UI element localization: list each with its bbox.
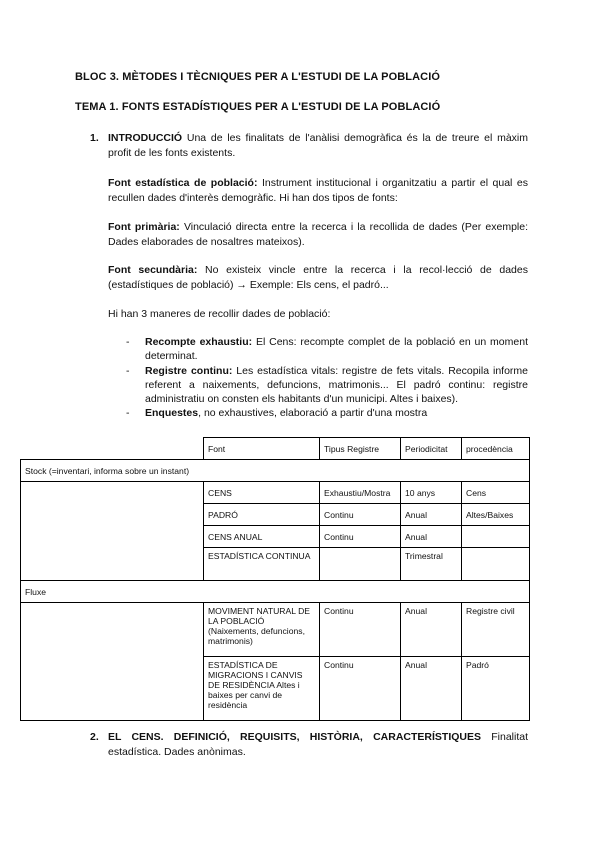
bullet-dash: -: [126, 364, 130, 377]
table-row: [21, 603, 530, 657]
table-cell-tipus: Continu: [320, 504, 401, 526]
bullet-term: Registre continu:: [145, 364, 233, 377]
table-cell-font: CENS ANUAL: [204, 526, 320, 548]
section-2-heading: EL CENS. DEFINICIÓ, REQUISITS, HISTÒRIA, CARACTERÍSTIQUES: [108, 731, 481, 743]
bullet-term: Enquestes: [145, 407, 199, 420]
table-cell-periodicitat: Anual: [401, 504, 462, 526]
group-fluxe-label: Fluxe: [21, 581, 530, 603]
table-cell-empty: [21, 603, 204, 721]
table-cell-periodicitat: 10 anys: [401, 482, 462, 504]
bloc-title: BLOC 3. MÈTODES I TÈCNIQUES PER A L'ESTUDI DE LA POBLACIÓ: [75, 71, 441, 83]
bullet-text: El Cens: recompte complet de la població en un moment determinat.: [145, 336, 528, 363]
bullet-list: [108, 335, 528, 421]
section-2: [90, 730, 528, 759]
table-group-row: [21, 581, 530, 603]
paragraph-maneres: Hi han 3 maneres de recollir dades de població:: [108, 308, 331, 320]
table-cell-periodicitat: Anual: [401, 603, 462, 657]
section-2-number: 2.: [90, 731, 99, 743]
bullet-term: Recompte exhaustiu:: [145, 336, 253, 348]
section-1-number: 1.: [90, 132, 99, 144]
text-font-secundaria: No existeix vincle entre la recerca i la recol·lecció de dades (estadístiques de població) → Exemple: Els cens, el padró...: [108, 264, 528, 291]
table-cell-font: CENS: [204, 482, 320, 504]
bullet-text: Les estadística vitals: registre de fets vitals. Recopila informe referent a naixements, defuncions, matrimonis... El padró continu: registre administratiu on consten els habitants d'un municipi. Altes i baixes).: [145, 364, 528, 406]
section-2-text: Finalitat estadística. Dades anònimas.: [108, 731, 528, 758]
table-row: [21, 482, 530, 504]
table-cell-periodicitat: Trimestral: [401, 548, 462, 581]
table-cell-tipus: Exhaustiu/Mostra: [320, 482, 401, 504]
paragraph-font-secundaria: [108, 263, 528, 292]
table-cell-tipus: Continu: [320, 526, 401, 548]
header-font: Font: [204, 438, 320, 460]
table-cell-font: ESTADÍSTICA CONTINUA: [204, 548, 320, 581]
list-item: [108, 335, 528, 364]
table-cell-tipus: Continu: [320, 603, 401, 657]
table-cell-font: [204, 603, 320, 657]
font-name: ESTADÍSTICA DE MIGRACIONS I CANVIS DE RESIDÈNCIA: [208, 660, 303, 690]
table-cell-periodicitat: Anual: [401, 657, 462, 721]
table-corner-cell: [21, 438, 204, 460]
table-cell-procedencia: Altes/Baixes: [462, 504, 530, 526]
section-1-heading: INTRODUCCIÓ: [108, 132, 183, 144]
text-font-estadistica: Instrument institucional i organitzatiu a partir el qual es recullen dades d'interès demogràfic. Hi han dos tipos de fonts:: [108, 177, 528, 204]
table-cell-font: [204, 657, 320, 721]
group-stock-label: Stock (=inventari, informa sobre un instant): [21, 460, 530, 482]
table-cell-procedencia: [462, 526, 530, 548]
tema-title: TEMA 1. FONTS ESTADÍSTIQUES PER A L'ESTUDI DE LA POBLACIÓ: [75, 101, 441, 113]
header-tipus-registre: Tipus Registre: [320, 438, 401, 460]
bullet-text: , no exhaustives, elaboració a partir d'una mostra: [198, 407, 428, 420]
font-detail: (Naixements, defuncions, matrimonis): [208, 626, 305, 646]
table-cell-tipus: Continu: [320, 657, 401, 721]
term-font-estadistica: Font estadística de població:: [108, 177, 258, 189]
table-cell-procedencia: Padró: [462, 657, 530, 721]
table-cell-periodicitat: Anual: [401, 526, 462, 548]
bullet-dash: -: [126, 336, 130, 348]
table-cell-procedencia: Cens: [462, 482, 530, 504]
font-detail: Altes i baixes per canvi de residència: [208, 680, 300, 710]
table-cell-tipus: [320, 548, 401, 581]
section-2-body: [108, 730, 528, 759]
header-procedencia: procedència: [462, 438, 530, 460]
font-name: MOVIMENT NATURAL DE LA POBLACIÓ: [208, 606, 311, 626]
table-header-row: [21, 438, 530, 460]
table-cell-empty: [21, 482, 204, 581]
header-periodicitat: Periodicitat: [401, 438, 462, 460]
paragraph-font-primaria: [108, 220, 528, 249]
bullet-dash: -: [126, 407, 130, 420]
section-1-body: [108, 131, 528, 160]
table-cell-font: PADRÓ: [204, 504, 320, 526]
term-font-secundaria: Font secundària:: [108, 264, 198, 276]
section-1: [90, 131, 528, 160]
paragraph-font-estadistica: [108, 176, 528, 205]
table-cell-procedencia: [462, 548, 530, 581]
list-item: [108, 406, 528, 420]
text-font-primaria: Vinculació directa entre la recerca i la recollida de dades (Per exemple: Dades elaborades de nosaltres mateixos).: [108, 221, 528, 248]
list-item: [108, 364, 528, 407]
sources-table: [20, 437, 530, 721]
term-font-primaria: Font primària:: [108, 221, 180, 233]
table-cell-procedencia: Registre civil: [462, 603, 530, 657]
table-group-row: [21, 460, 530, 482]
section-1-text: Una de les finalitats de l'anàlisi demogràfica és la de treure el màxim profit de les fonts existents.: [108, 132, 528, 159]
